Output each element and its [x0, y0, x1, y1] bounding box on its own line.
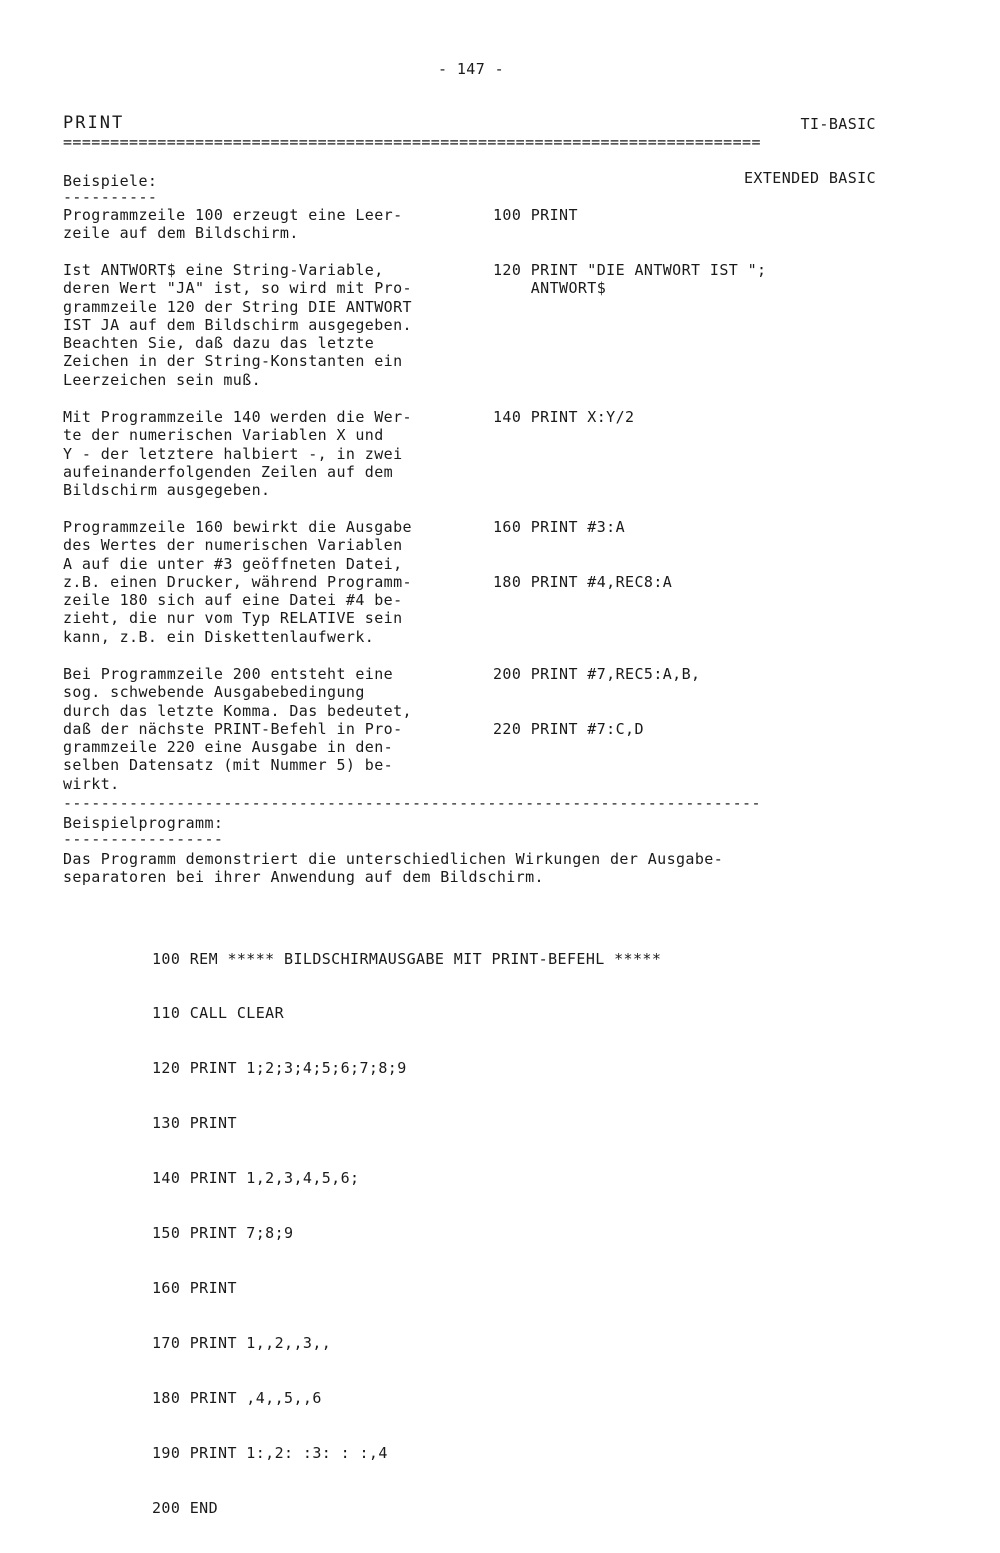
language-labels	[744, 78, 876, 224]
page-heading: PRINT	[63, 113, 125, 133]
example-text-5: Bei Programmzeile 200 entsteht eine sog. schwebende Ausgabebedingung durch das letzte Komma. Das bedeutet, daß der nächste PRINT-Befehl in Pro- grammzeile 220 eine Ausgabe in den- selben Datensatz (mit Nummer 5) be- wirkt.	[63, 665, 412, 793]
program-underline: -----------------	[63, 830, 224, 848]
listing-line-150: 150 PRINT 7;8;9	[152, 1224, 294, 1243]
program-intro: Das Programm demonstriert die unterschiedlichen Wirkungen der Ausgabe- separatoren bei ihrer Anwendung auf dem Bildschirm.	[63, 850, 724, 887]
listing-line-200: 200 END	[152, 1498, 219, 1517]
single-rule: --------------------------------------------------------------------------	[63, 795, 761, 811]
program-label: Beispielprogramm:	[63, 814, 224, 832]
example-code-220: 220 PRINT #7:C,D	[493, 720, 644, 738]
listing-line-120: 120 PRINT 1;2;3;4;5;6;7;8;9	[152, 1059, 407, 1078]
example-text-2: Ist ANTWORT$ eine String-Variable, deren Wert "JA" ist, so wird mit Pro- grammzeile 120 der String DIE ANTWORT IST JA auf dem Bildschirm ausgegeben. Beachten Sie, daß dazu das letzte Zeichen in der String-Konstanten ein Leerzeichen sein muß.	[63, 261, 412, 389]
example-code-140: 140 PRINT X:Y/2	[493, 408, 635, 426]
program-listing	[152, 913, 661, 1553]
example-text-4: Programmzeile 160 bewirkt die Ausgabe des Wertes der numerischen Variablen A auf die unter #3 geöffneten Datei, z.B. einen Drucker, während Programm- zeile 180 sich auf eine Datei #4 be- zieht, die nur vom Typ RELATIVE sein kann, z.B. ein Diskettenlaufwerk.	[63, 518, 412, 646]
page-number: - 147 -	[438, 60, 505, 78]
language-label-extended-basic: EXTENDED BASIC	[743, 169, 876, 188]
example-code-160: 160 PRINT #3:A	[493, 518, 626, 536]
listing-line-190: 190 PRINT 1:,2: :3: : :,4	[152, 1443, 388, 1462]
example-code-100: 100 PRINT	[493, 206, 578, 224]
listing-line-170: 170 PRINT 1,,2,,3,,	[152, 1333, 332, 1352]
examples-label: Beispiele:	[63, 172, 158, 190]
example-text-1: Programmzeile 100 erzeugt eine Leer- zeile auf dem Bildschirm.	[63, 206, 403, 243]
listing-line-180: 180 PRINT ,4,,5,,6	[152, 1388, 322, 1407]
listing-line-110: 110 CALL CLEAR	[152, 1004, 285, 1023]
listing-line-140: 140 PRINT 1,2,3,4,5,6;	[152, 1169, 360, 1188]
examples-underline: ----------	[63, 188, 158, 206]
example-code-180: 180 PRINT #4,REC8:A	[493, 573, 673, 591]
listing-line-100: 100 REM ***** BILDSCHIRMAUSGABE MIT PRINT-BEFEHL *****	[152, 949, 662, 968]
listing-line-130: 130 PRINT	[152, 1114, 237, 1133]
double-rule: ==========================================================================	[63, 134, 761, 150]
example-text-3: Mit Programmzeile 140 werden die Wer- te der numerischen Variablen X und Y - der letztere halbiert -, in zwei aufeinanderfolgenden Zeilen auf dem Bildschirm ausgegeben.	[63, 408, 412, 500]
example-code-120: 120 PRINT "DIE ANTWORT IST "; ANTWORT$	[493, 261, 767, 298]
language-label-ti-basic: TI-BASIC	[800, 114, 876, 133]
listing-line-160: 160 PRINT	[152, 1278, 237, 1297]
example-code-200: 200 PRINT #7,REC5:A,B,	[493, 665, 701, 683]
